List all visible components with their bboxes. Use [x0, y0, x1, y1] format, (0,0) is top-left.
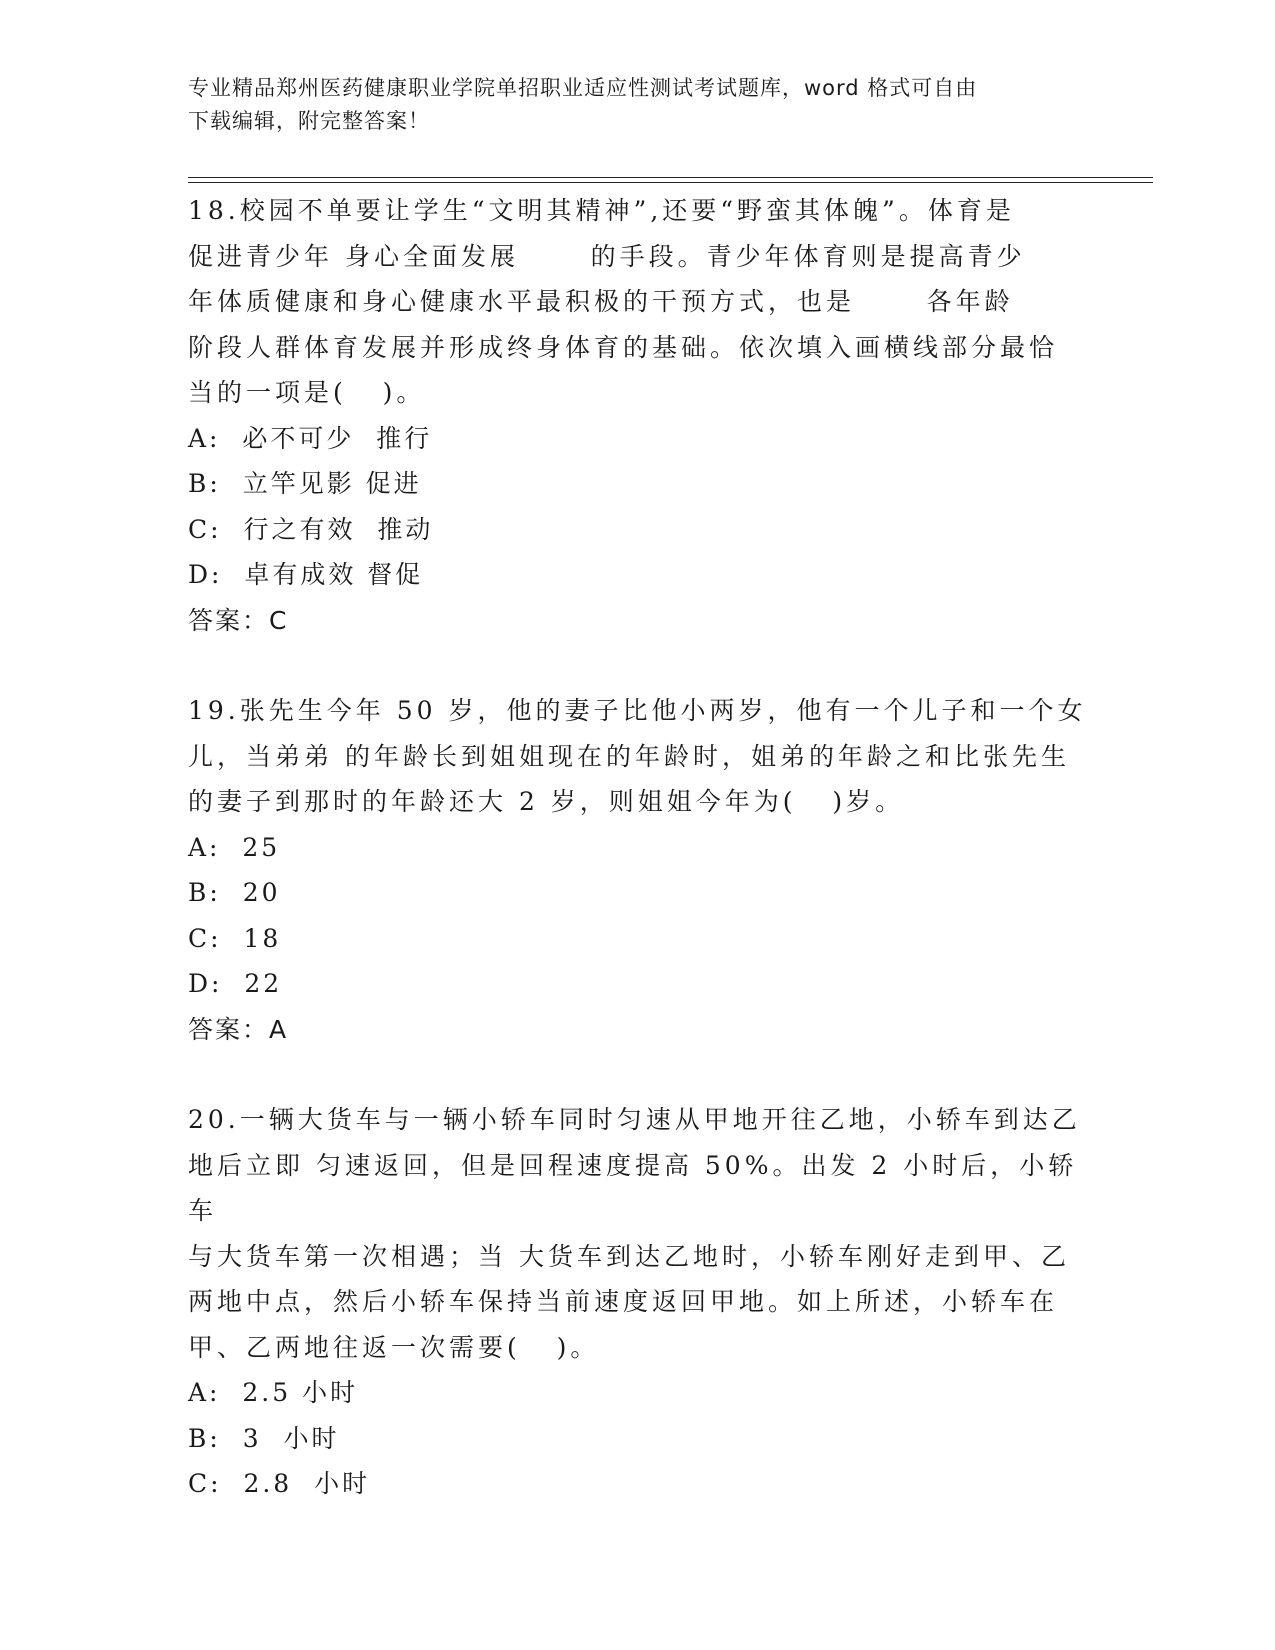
question-text-line: 的妻子到那时的年龄还大 2 岁，则姐姐今年为( )岁。 [188, 787, 905, 816]
question-text-line: 18.校园不单要让学生“文明其精神”,还要“野蛮其体魄”。体育是 [188, 196, 1015, 225]
header-line-2: 下载编辑，附完整答案！ [188, 109, 430, 133]
option-d: D: 卓有成效 督促 [188, 560, 424, 589]
option-a: A: 2.5 小时 [188, 1378, 359, 1407]
question-18 [188, 188, 1088, 643]
question-text-line: 年体质健康和身心健康水平最积极的干预方式，也是 各年龄 [188, 287, 1014, 316]
question-text-line: 当的一项是( )。 [188, 378, 426, 407]
header-divider-top [188, 177, 1153, 178]
question-text-line: 儿，当弟弟 的年龄长到姐姐现在的年龄时，姐弟的年龄之和比张先生 [188, 741, 1070, 771]
question-text-line: 甲、乙两地往返一次需要( )。 [188, 1332, 600, 1362]
answer-label: 答案：A [188, 1014, 289, 1044]
option-d: D: 22 [188, 969, 283, 998]
question-text-line: 两地中点，然后小轿车保持当前速度返回甲地。如上所述，小轿车在 [188, 1287, 1059, 1316]
header-divider-bottom [188, 182, 1153, 183]
question-text-line: 促进青少年 身心全面发展 的手段。青少年体育则是提高青少 [188, 241, 1026, 271]
question-text-line: 阶段人群体育发展并形成终身体育的基础。依次填入画横线部分最恰 [188, 332, 1059, 362]
document-header [188, 72, 1068, 138]
question-text-line: 19.张先生今年 50 岁，他的妻子比他小两岁，他有一个儿子和一个女 [188, 696, 1087, 725]
option-c: C: 2.8 小时 [188, 1469, 371, 1498]
option-b: B: 3 小时 [188, 1423, 340, 1453]
question-text-line: 与大货车第一次相遇；当 大货车到达乙地时，小轿车刚好走到甲、乙 [188, 1241, 1070, 1271]
header-line-1: 专业精品郑州医药健康职业学院单招职业适应性测试考试题库，word 格式可自由 [188, 76, 978, 100]
answer-label: 答案：C [188, 605, 289, 635]
option-c: C: 行之有效 推动 [188, 514, 434, 544]
option-a: A: 25 [188, 832, 281, 862]
option-c: C: 18 [188, 923, 282, 953]
question-text-line: 地后立即 匀速返回，但是回程速度提高 50%。出发 2 小时后，小轿车 [188, 1150, 1078, 1225]
question-19 [188, 688, 1088, 1052]
option-a: A: 必不可少 推行 [188, 423, 433, 453]
question-20 [188, 1097, 1088, 1507]
option-b: B: 立竿见影 促进 [188, 469, 422, 498]
option-b: B: 20 [188, 878, 281, 907]
question-text-line: 20.一辆大货车与一辆小轿车同时匀速从甲地开往乙地，小轿车到达乙 [188, 1105, 1081, 1134]
